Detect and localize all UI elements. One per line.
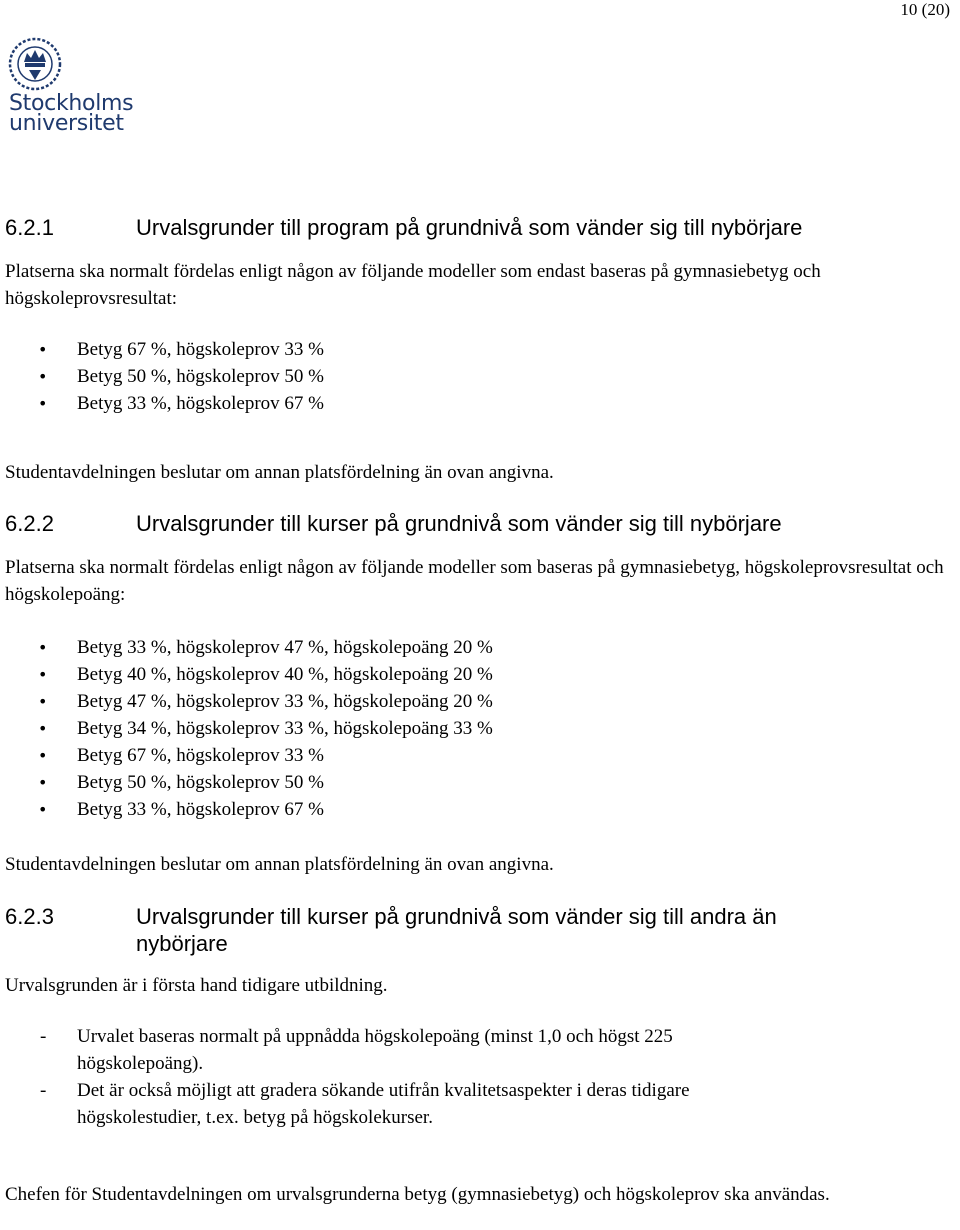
section-title: Urvalsgrunder till kurser på grundnivå som vänder sig till nybörjare (136, 511, 782, 536)
list-item: • Betyg 33 %, högskoleprov 67 % (0, 390, 940, 417)
section-title: Urvalsgrunder till program på grundnivå som vänder sig till nybörjare (136, 215, 803, 240)
list-item: • Betyg 33 %, högskoleprov 47 %, högskolepoäng 20 % (0, 634, 940, 661)
section-3-criteria-list (0, 1023, 940, 1131)
section-1-intro: Platserna ska normalt fördelas enligt någon av följande modeller som endast baseras på gymnasiebetyg och högskoleprovsresultat: (5, 261, 821, 309)
section-3-intro: Urvalsgrunden är i första hand tidigare utbildning. (5, 975, 388, 996)
university-logo (5, 36, 135, 140)
page-number: 10 (20) (900, 0, 950, 19)
section-number: 6.2.3 (5, 904, 54, 929)
logo-wordmark (9, 91, 134, 136)
section-3-closing: Chefen för Studentavdelningen om urvalsgrunderna betyg (gymnasiebetyg) och högskoleprov ska användas. (5, 1184, 830, 1205)
crown-seal-icon (5, 36, 85, 92)
list-item: - Urvalet baseras normalt på uppnådda högskolepoäng (minst 1,0 och högst 225 högskolepoäng). (0, 1023, 797, 1077)
list-item: • Betyg 40 %, högskoleprov 40 %, högskolepoäng 20 % (0, 661, 940, 688)
section-1-note: Studentavdelningen beslutar om annan platsfördelning än ovan angivna. (5, 462, 554, 483)
section-number: 6.2.2 (5, 511, 54, 536)
list-item: • Betyg 33 %, högskoleprov 67 % (0, 796, 940, 823)
list-item: • Betyg 34 %, högskoleprov 33 %, högskolepoäng 33 % (0, 715, 940, 742)
list-item: - Det är också möjligt att gradera sökande utifrån kvalitetsaspekter i deras tidigare högskolestudier, t.ex. betyg på högskolekurser. (0, 1077, 797, 1131)
list-item: • Betyg 50 %, högskoleprov 50 % (0, 363, 940, 390)
section-2-model-list (0, 634, 940, 823)
logo-line-1: Stockholms (9, 91, 134, 116)
section-title: Urvalsgrunder till kurser på grundnivå som vänder sig till andra än nybörjare (136, 904, 777, 956)
list-item: • Betyg 50 %, högskoleprov 50 % (0, 769, 940, 796)
list-item: • Betyg 67 %, högskoleprov 33 % (0, 336, 940, 363)
logo-line-2: universitet (9, 111, 124, 136)
list-item: • Betyg 47 %, högskoleprov 33 %, högskolepoäng 20 % (0, 688, 940, 715)
list-item: • Betyg 67 %, högskoleprov 33 % (0, 742, 940, 769)
section-1-model-list (0, 336, 940, 417)
section-2-intro: Platserna ska normalt fördelas enligt någon av följande modeller som baseras på gymnasiebetyg, högskoleprovsresultat och högskolepoäng: (5, 557, 944, 605)
section-2-note: Studentavdelningen beslutar om annan platsfördelning än ovan angivna. (5, 854, 554, 875)
section-number: 6.2.1 (5, 215, 54, 240)
